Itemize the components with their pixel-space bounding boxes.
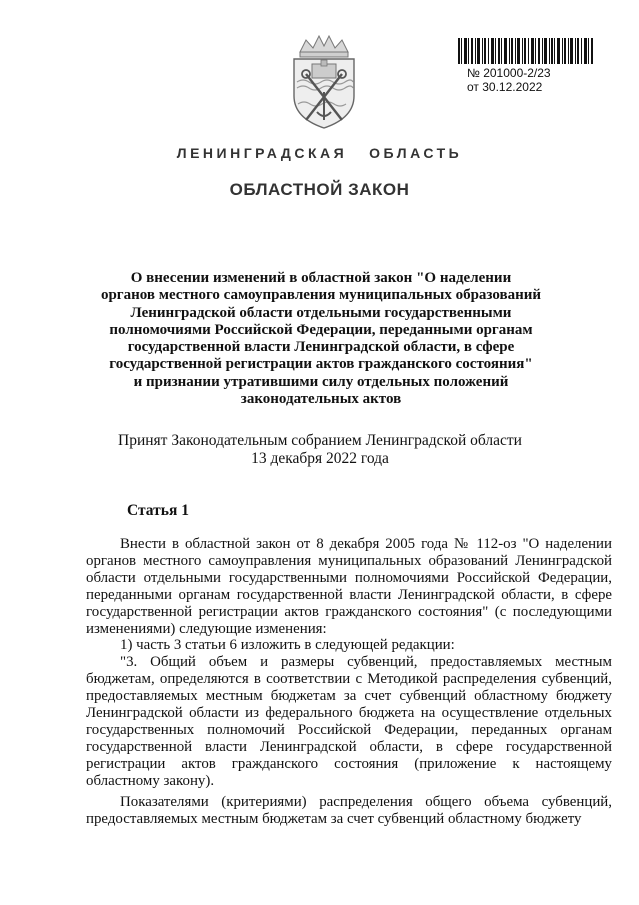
region-word-2: ОБЛАСТЬ bbox=[369, 145, 463, 161]
title-line: и признании утратившими силу отдельных положений bbox=[133, 373, 509, 390]
law-title bbox=[90, 270, 552, 408]
title-line: государственной регистрации актов гражданского состояния" bbox=[109, 356, 533, 373]
registration-date: от 30.12.2022 bbox=[467, 80, 543, 94]
barcode-icon bbox=[458, 38, 594, 64]
adoption-note bbox=[60, 432, 580, 468]
paragraph: Показателями (критериями) распределения общего объема субвенций, предоставляемых местным бюджетам за счет субвенций областному бюджету bbox=[86, 793, 612, 827]
registration-block bbox=[467, 66, 551, 94]
title-line: законодательных актов bbox=[240, 391, 402, 408]
adoption-date: 13 декабря 2022 года bbox=[251, 450, 389, 467]
paragraph: "3. Общий объем и размеры субвенций, предоставляемых местным бюджетам, определяются в соответствии с Методикой распределения субвенций, предоставляемых местным бюджетам за счет субвенций областному бюджету Ленинградской области из федерального бюджета на осуществление отдельных государственных полномочий Российской Федерации, переданных органам государственной власти Ленинградской области, в сфере государственной регистрации актов гражданского состояния (приложение к настоящему областному закону). bbox=[86, 654, 612, 789]
leningrad-oblast-coat-of-arms-icon bbox=[286, 34, 362, 130]
title-line: государственной власти Ленинградской области, в сфере bbox=[127, 339, 515, 356]
title-line: полномочиями Российской Федерации, переданными органам bbox=[109, 321, 533, 338]
paragraph: Внести в областной закон от 8 декабря 2005 года № 112-оз "О наделении органов местного самоуправления муниципальных образований Ленинградской области отдельными государственными полномочиями Российской Федерации, переданными органам государственной власти Ленинградской области, в сфере государственной регистрации актов гражданского состояния" (с последующими изменениями) следующие изменения: bbox=[86, 536, 612, 637]
region-heading bbox=[0, 145, 639, 161]
title-line: органов местного самоуправления муниципальных образований bbox=[100, 287, 542, 304]
adoption-body: Принят Законодательным собранием Ленинградской области bbox=[118, 432, 522, 449]
paragraph: 1) часть 3 статьи 6 изложить в следующей редакции: bbox=[120, 637, 455, 654]
title-line: О внесении изменений в областной закон "О наделении bbox=[130, 270, 512, 286]
article-body bbox=[86, 536, 612, 827]
registration-number: № 201000-2/23 bbox=[467, 66, 551, 80]
region-word-1: ЛЕНИНГРАДСКАЯ bbox=[176, 145, 348, 161]
title-line: Ленинградской области отдельными государственными bbox=[130, 304, 512, 321]
law-type-heading: ОБЛАСТНОЙ ЗАКОН bbox=[229, 180, 410, 199]
article-heading: Статья 1 bbox=[127, 502, 189, 519]
